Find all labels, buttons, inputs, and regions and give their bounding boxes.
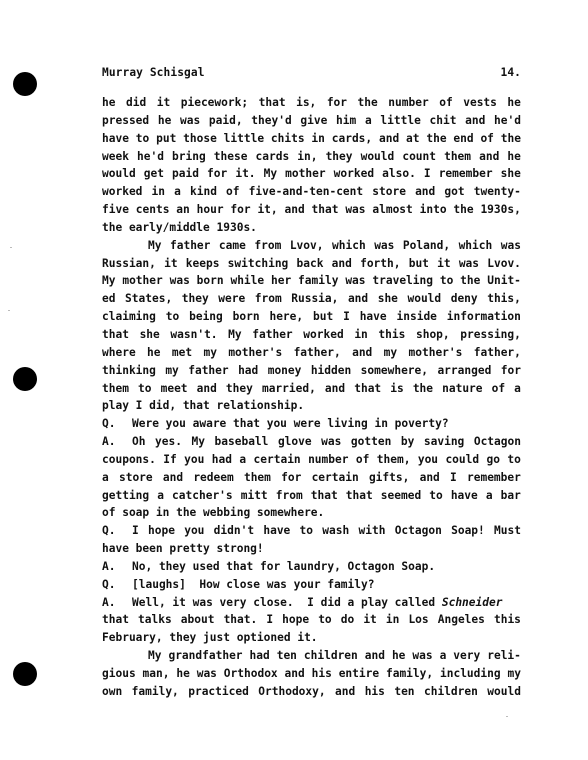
text-line (102, 522, 521, 540)
line-text: of soap in the webbing somewhere. (102, 506, 325, 520)
line-text: the early/middle 1930s. (102, 220, 257, 234)
text-line (102, 201, 521, 219)
line-text: own family, practiced Orthodoxy, and his ten children would (102, 684, 521, 698)
speaker-label: Q. (102, 577, 116, 591)
line-text: Russian, it keeps switching back and forth, but it was Lvov. (102, 256, 521, 270)
text-line (102, 308, 521, 326)
text-line (102, 665, 521, 683)
text-line (102, 183, 521, 201)
line-text: Oh yes. My baseball glove was gotten by saving Octagon (132, 435, 521, 449)
text-line (102, 647, 521, 665)
speaker-label: A. (102, 595, 116, 609)
line-text: My grandfather had ten children and he was a very reli- (148, 649, 521, 663)
text-line (102, 344, 521, 362)
line-text: coupons. If you had a certain number of them, you could go to (102, 452, 521, 466)
text-line (102, 148, 521, 166)
page-number: 14. (500, 66, 521, 79)
line-text: February, they just optioned it. (102, 631, 318, 645)
line-text: Well, it was very close. I did a play called (132, 595, 436, 609)
line-text: thinking my father had money hidden somewhere, arranged for (102, 363, 521, 377)
text-line (102, 451, 521, 469)
text-line (102, 576, 521, 594)
text-line (102, 397, 521, 415)
header-author: Murray Schisgal (102, 66, 205, 79)
speaker-label: A. (102, 435, 116, 449)
line-text: claiming to being born here, but I have inside information (102, 310, 521, 324)
text-line (102, 380, 521, 398)
text-line (102, 540, 521, 558)
speaker-label: Q. (102, 417, 116, 431)
text-line (102, 504, 521, 522)
line-text: worked in a kind of five-and-ten-cent store and got twenty- (102, 185, 521, 199)
text-line (102, 433, 521, 451)
line-text: have been pretty strong! (102, 542, 264, 556)
text-line (102, 683, 521, 701)
text-line (102, 594, 521, 612)
line-text: them to meet and they married, and that is the nature of a (102, 381, 521, 395)
line-text: play I did, that relationship. (102, 399, 305, 413)
binder-hole-middle (13, 367, 37, 391)
binder-hole-bottom (13, 662, 37, 686)
binder-hole-top (13, 72, 37, 96)
line-text: ed States, they were from Russia, and she would deny this, (102, 292, 521, 306)
text-line (102, 255, 521, 273)
text-line (102, 326, 521, 344)
line-text: he did it piecework; that is, for the number of vests he (102, 96, 521, 109)
speaker-label: Q. (102, 524, 116, 538)
line-text: that talks about that. I hope to do it in Los Angeles this (102, 613, 521, 627)
text-line (102, 94, 521, 112)
text-line (102, 362, 521, 380)
text-line (102, 629, 521, 647)
line-text: No, they used that for laundry, Octagon Soap. (132, 559, 436, 573)
play-title: Schneider (435, 595, 503, 609)
line-text: My mother was born while her family was traveling to the Unit- (102, 274, 521, 288)
text-line (102, 415, 521, 433)
text-line (102, 112, 521, 130)
line-text: where he met my mother's father, and my mother's father, (102, 345, 521, 359)
text-line (102, 130, 521, 148)
transcript-body (102, 94, 521, 701)
text-line (102, 272, 521, 290)
text-line (102, 290, 521, 308)
text-line (102, 558, 521, 576)
line-text: gious man, he was Orthodox and his entire family, including my (102, 667, 521, 680)
line-text: week he'd bring these cards in, they would count them and he (102, 149, 521, 163)
line-text: [laughs] How close was your family? (132, 577, 375, 591)
line-text: getting a catcher's mitt from that that seemed to have a bar (102, 488, 521, 502)
line-text: My father came from Lvov, which was Poland, which was (148, 238, 521, 252)
text-line (102, 611, 521, 629)
text-line (102, 219, 521, 237)
text-line (102, 469, 521, 487)
line-text: that she wasn't. My father worked in this shop, pressing, (102, 327, 521, 341)
text-line (102, 487, 521, 505)
line-text: pressed he was paid, they'd give him a little chit and he'd (102, 113, 521, 127)
line-text: five cents an hour for it, and that was almost into the 1930s, (102, 203, 521, 217)
line-text: have to put those little chits in cards, and at the end of the (102, 131, 521, 145)
text-line (102, 237, 521, 255)
line-text: Were you aware that you were living in poverty? (132, 417, 449, 431)
speaker-label: A. (102, 559, 116, 573)
line-text: a store and redeem them for certain gifts, and I remember (102, 470, 521, 484)
line-text: would get paid for it. My mother worked also. I remember she (102, 167, 521, 181)
line-text: I hope you didn't have to wash with Octagon Soap! Must (132, 524, 521, 538)
text-line (102, 165, 521, 183)
